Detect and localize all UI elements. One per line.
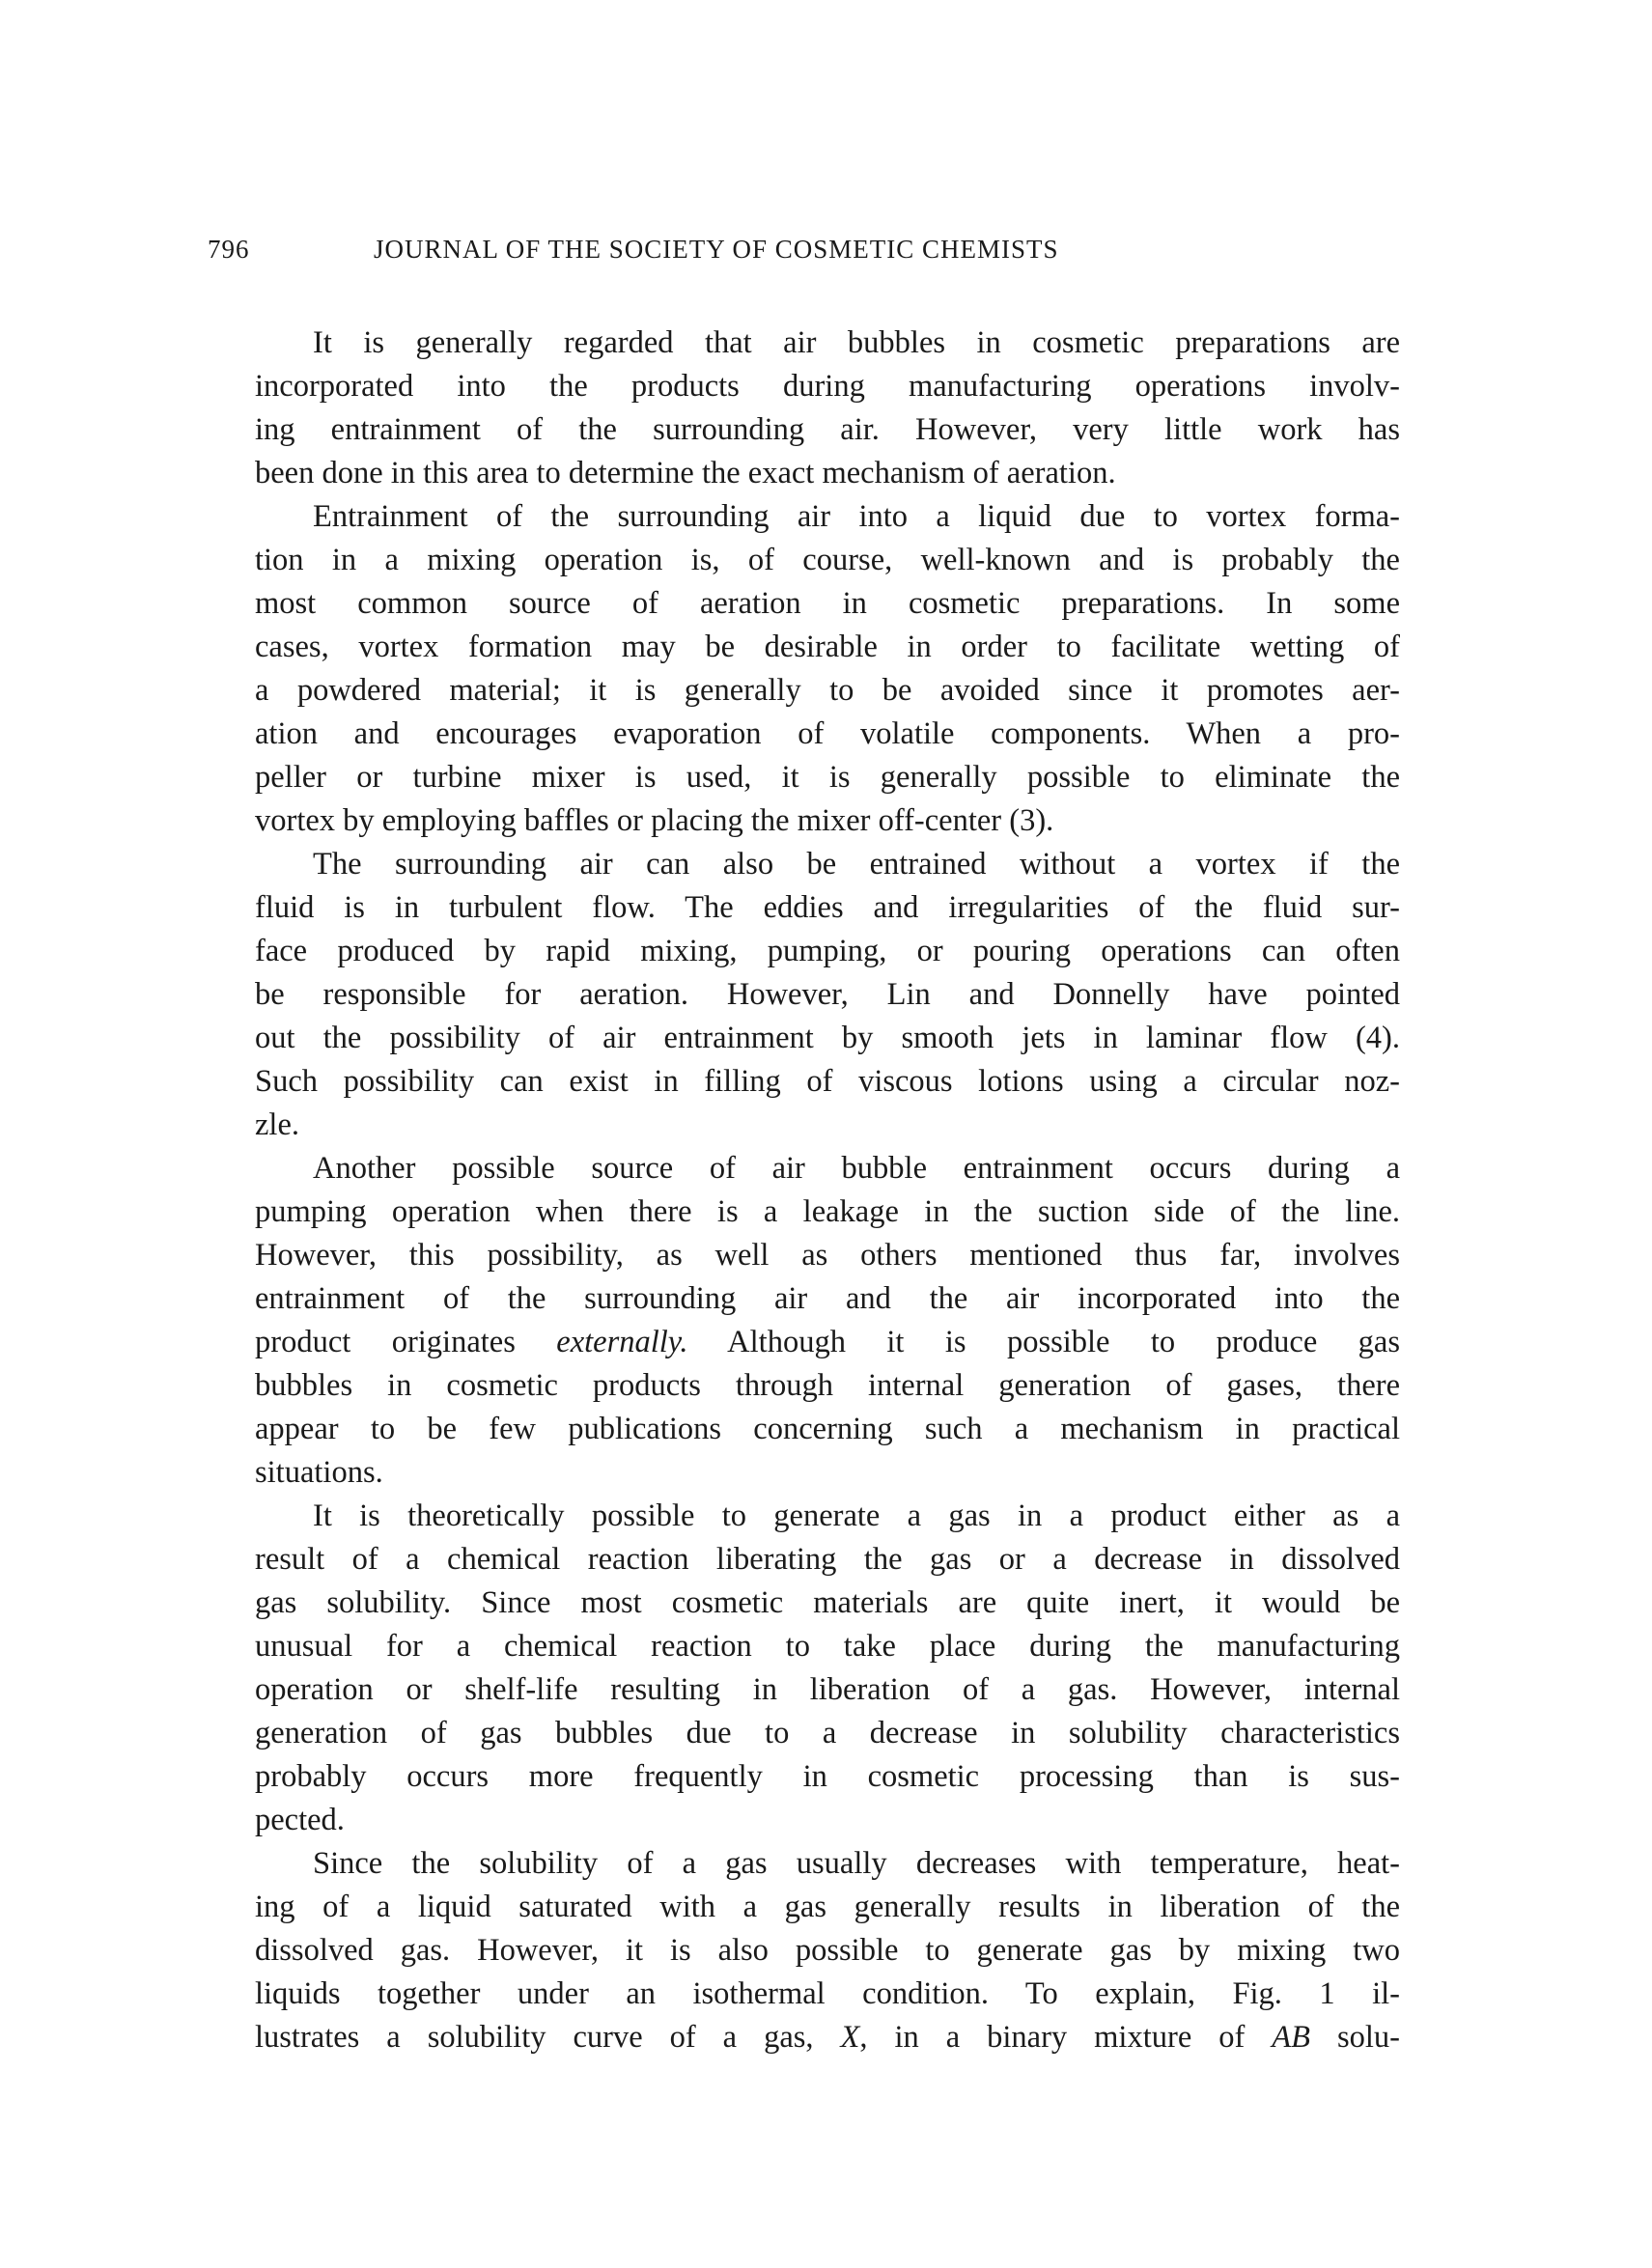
text-line: ation and encourages evaporation of volatile components. When a pro- (255, 716, 1400, 751)
text-line: generation of gas bubbles due to a decrease in solubility characteristics (255, 1716, 1400, 1750)
text-line: face produced by rapid mixing, pumping, or pouring operations can often (255, 934, 1400, 968)
text-line: bubbles in cosmetic products through internal generation of gases, there (255, 1368, 1400, 1403)
text-line: The surrounding air can also be entrained without a vortex if the (313, 847, 1400, 882)
text-line: Such possibility can exist in filling of viscous lotions using a circular noz- (255, 1064, 1400, 1099)
paragraph (255, 322, 1400, 495)
paragraph (255, 1147, 1400, 1495)
text-line: ing of a liquid saturated with a gas generally results in liberation of the (255, 1890, 1400, 1924)
text-line: gas solubility. Since most cosmetic materials are quite inert, it would be (255, 1585, 1400, 1620)
text-line: Since the solubility of a gas usually decreases with temperature, heat- (313, 1846, 1400, 1881)
text-line: dissolved gas. However, it is also possible to generate gas by mixing two (255, 1933, 1400, 1968)
text-span: product originates (255, 1325, 557, 1359)
text-line: vortex by employing baffles or placing the mixer off-center (3). (255, 803, 1054, 838)
journal-title: JOURNAL OF THE SOCIETY OF COSMETIC CHEMISTS (374, 235, 1059, 264)
paragraph (255, 1842, 1400, 2059)
text-span: lustrates a solubility curve of a gas, (255, 2020, 841, 2055)
text-line: It is generally regarded that air bubbles in cosmetic preparations are (313, 325, 1400, 360)
text-line: most common source of aeration in cosmetic preparations. In some (255, 586, 1400, 621)
page-number: 796 (208, 235, 250, 264)
italic-text: externally. (556, 1325, 688, 1359)
text-line (255, 2016, 1400, 2059)
text-line: ing entrainment of the surrounding air. However, very little work has (255, 412, 1400, 447)
italic-text: X (840, 2020, 860, 2055)
italic-text: AB (1272, 2020, 1310, 2055)
text-line: cases, vortex formation may be desirable in order to facilitate wetting of (255, 630, 1400, 664)
text-line: out the possibility of air entrainment by smooth jets in laminar flow (4). (255, 1021, 1400, 1055)
text-span: , in a binary mixture of (859, 2020, 1273, 2055)
text-line: pumping operation when there is a leakage in the suction side of the line. (255, 1194, 1400, 1229)
text-line: incorporated into the products during manufacturing operations involv- (255, 369, 1400, 404)
text-line: situations. (255, 1455, 383, 1490)
text-line: unusual for a chemical reaction to take place during the manufacturing (255, 1629, 1400, 1664)
text-line: liquids together under an isothermal condition. To explain, Fig. 1 il- (255, 1976, 1400, 2011)
text-line: It is theoretically possible to generate a gas in a product either as a (313, 1498, 1400, 1533)
text-line: Another possible source of air bubble entrainment occurs during a (313, 1151, 1400, 1186)
text-line: operation or shelf-life resulting in liberation of a gas. However, internal (255, 1672, 1400, 1707)
paragraph (255, 495, 1400, 843)
text-line: tion in a mixing operation is, of course, well-known and is probably the (255, 543, 1400, 577)
text-line: pected. (255, 1803, 345, 1837)
text-line: entrainment of the surrounding air and the air incorporated into the (255, 1281, 1400, 1316)
text-line: Entrainment of the surrounding air into a liquid due to vortex forma- (313, 499, 1400, 534)
text-line: However, this possibility, as well as others mentioned thus far, involves (255, 1238, 1400, 1273)
text-line: zle. (255, 1107, 300, 1142)
text-span: solu- (1310, 2020, 1400, 2055)
text-line: probably occurs more frequently in cosmetic processing than is sus- (255, 1759, 1400, 1794)
text-line: result of a chemical reaction liberating the gas or a decrease in dissolved (255, 1542, 1400, 1577)
text-line (255, 1321, 1400, 1364)
paragraph (255, 843, 1400, 1147)
text-span: Although it is possible to produce gas (687, 1325, 1401, 1359)
text-line: fluid is in turbulent flow. The eddies and irregularities of the fluid sur- (255, 890, 1400, 925)
text-line: a powdered material; it is generally to be avoided since it promotes aer- (255, 673, 1400, 708)
paragraph (255, 1495, 1400, 1842)
text-line: appear to be few publications concerning such a mechanism in practical (255, 1412, 1400, 1446)
body-text (255, 322, 1400, 2059)
text-line: peller or turbine mixer is used, it is generally possible to eliminate the (255, 760, 1400, 795)
text-line: been done in this area to determine the exact mechanism of aeration. (255, 456, 1116, 490)
text-line: be responsible for aeration. However, Lin and Donnelly have pointed (255, 977, 1400, 1012)
